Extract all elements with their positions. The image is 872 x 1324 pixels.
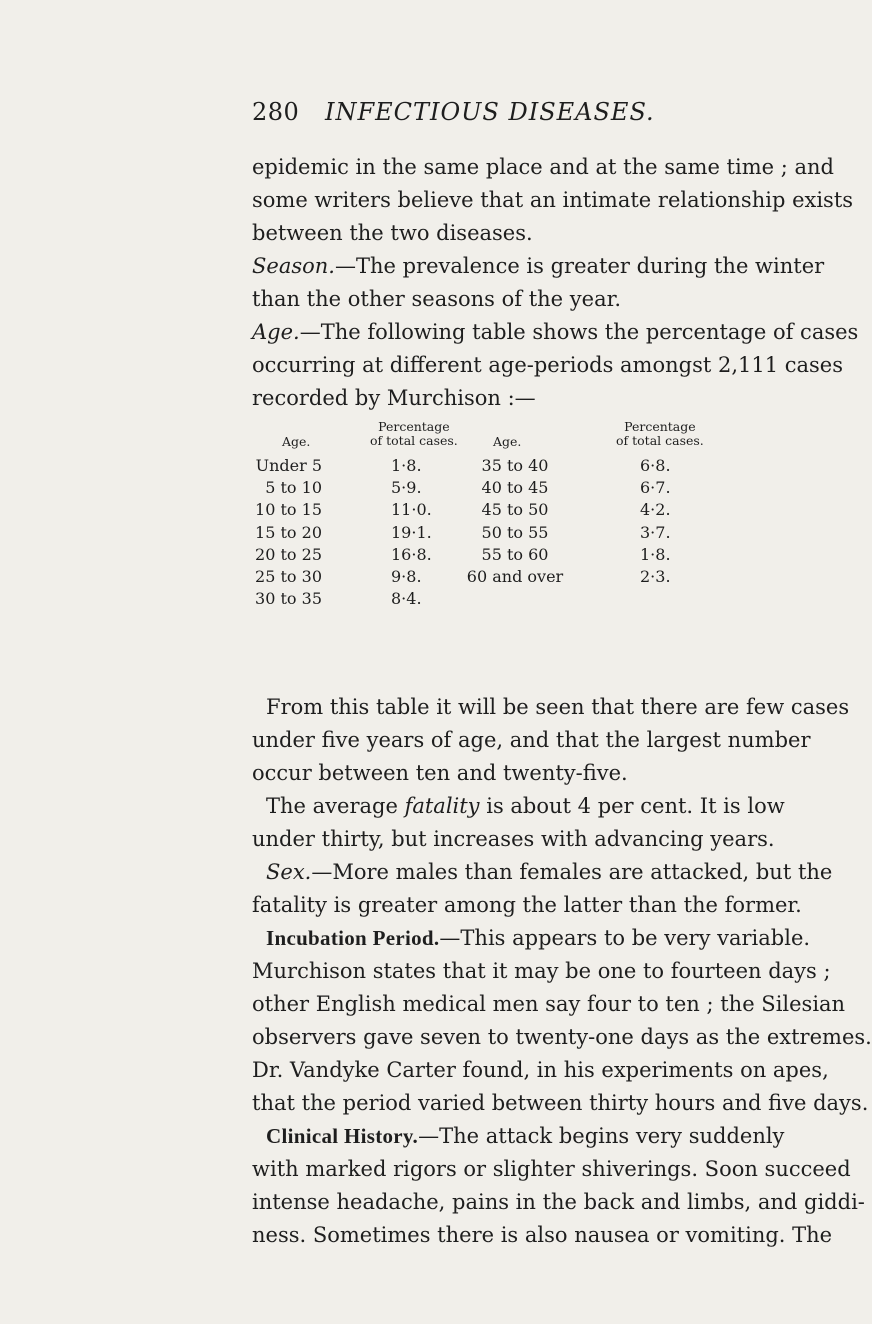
clinical-text: —The attack begins very suddenly (418, 1124, 785, 1148)
paragraph-age (252, 316, 859, 415)
season-text: —The prevalence is greater during the winter (334, 254, 825, 278)
text-line: Dr. Vandyke Carter found, in his experiments on apes, (252, 1058, 829, 1082)
table-cell-percentage: 8·4. (391, 589, 422, 609)
incubation-label: Incubation Period. (266, 926, 440, 950)
age-line (252, 316, 859, 349)
fatality-label: fatality (404, 794, 480, 818)
season-line (252, 250, 825, 283)
clinical-label: Clinical History. (266, 1124, 419, 1148)
paragraph-fatality (252, 790, 785, 856)
text-line: with marked rigors or slighter shiverings. Soon succeed (252, 1157, 851, 1181)
paragraph-after-table (252, 691, 850, 790)
table-header-age-left: Age. (282, 434, 311, 449)
table-cell-age: 35 to 40 (481, 456, 549, 475)
text-line: some writers believe that an intimate relationship exists (252, 188, 854, 212)
paragraph-incubation (252, 922, 872, 1120)
table-cell-percentage: 1·8. (391, 456, 422, 475)
text-line: observers gave seven to twenty-one days as the extremes. (252, 1025, 872, 1049)
table-header-pct-right (616, 420, 704, 448)
table-cell-percentage: 16·8. (391, 544, 432, 564)
text-line: From this table it will be seen that there are few cases (266, 695, 850, 719)
table-header-pct-left (370, 420, 458, 448)
table-cell-age: 60 and over (466, 567, 564, 586)
text-line: that the period varied between thirty hours and five days. (252, 1091, 869, 1115)
text-line: occur between ten and twenty-five. (252, 761, 628, 785)
age-label: Age. (252, 320, 300, 344)
header-line: Percentage (378, 419, 450, 434)
table-cell-percentage: 6·7. (640, 478, 671, 498)
table-cell-percentage: 3·7. (640, 522, 671, 542)
table-cell-age: 50 to 55 (481, 522, 549, 542)
table-cell-age: Under 5 (255, 456, 322, 475)
text-line: than the other seasons of the year. (252, 287, 621, 311)
clinical-line (252, 1120, 785, 1153)
incubation-line (252, 922, 811, 955)
text-line: other English medical men say four to ten ; the Silesian (252, 992, 846, 1016)
sex-line (252, 856, 833, 889)
text-line: under five years of age, and that the largest number (252, 728, 811, 752)
header-line: Percentage (624, 419, 696, 434)
table-cell-age: 15 to 20 (255, 522, 322, 542)
text-line: ness. Sometimes there is also nausea or vomiting. The (252, 1223, 833, 1247)
table-cell-age: 20 to 25 (255, 544, 322, 564)
table-cell-percentage: 9·8. (391, 567, 422, 586)
paragraph-season (252, 250, 825, 316)
running-title: INFECTIOUS DISEASES. (325, 98, 655, 126)
text-line: between the two diseases. (252, 221, 533, 245)
table-cell-age: 5 to 10 (265, 478, 322, 498)
table-cell-age: 55 to 60 (481, 544, 549, 564)
season-label: Season. (252, 254, 335, 278)
fatality-post: is about 4 per cent. It is low (479, 794, 785, 818)
table-cell-percentage: 4·2. (640, 500, 671, 520)
table-cell-age: 10 to 15 (255, 500, 322, 520)
fatality-line (252, 790, 785, 823)
table-cell-percentage: 6·8. (640, 456, 671, 475)
text-line: fatality is greater among the latter than the former. (252, 893, 802, 917)
text-line: intense headache, pains in the back and limbs, and giddi- (252, 1190, 865, 1214)
header-line: of total cases. (370, 433, 458, 448)
paragraph-clinical-history (252, 1120, 865, 1252)
text-line: occurring at different age-periods amongst 2,111 cases (252, 353, 844, 377)
table-cell-percentage: 2·3. (640, 567, 671, 586)
paragraph-sex (252, 856, 833, 922)
fatality-pre: The average (266, 794, 405, 818)
table-cell-age: 45 to 50 (481, 500, 549, 520)
table-cell-percentage: 19·1. (391, 522, 432, 542)
table-header-age-right: Age. (493, 434, 522, 449)
age-text: —The following table shows the percentage of cases (299, 320, 859, 344)
text-line: under thirty, but increases with advancing years. (252, 827, 775, 851)
text-line: recorded by Murchison :— (252, 386, 536, 410)
text-line: epidemic in the same place and at the same time ; and (252, 155, 834, 179)
incubation-text: —This appears to be very variable. (439, 926, 811, 950)
page-number: 280 (252, 98, 300, 126)
table-cell-percentage: 5·9. (391, 478, 422, 498)
sex-label: Sex. (266, 860, 312, 884)
text-line: Murchison states that it may be one to fourteen days ; (252, 959, 831, 983)
table-cell-percentage: 1·8. (640, 544, 671, 564)
sex-text: —More males than females are attacked, but the (311, 860, 833, 884)
header-line: of total cases. (616, 433, 704, 448)
table-cell-age: 25 to 30 (255, 567, 322, 586)
table-cell-percentage: 11·0. (391, 500, 432, 520)
table-cell-age: 40 to 45 (481, 478, 549, 498)
paragraph-intro (252, 151, 854, 250)
table-cell-age: 30 to 35 (255, 589, 322, 609)
